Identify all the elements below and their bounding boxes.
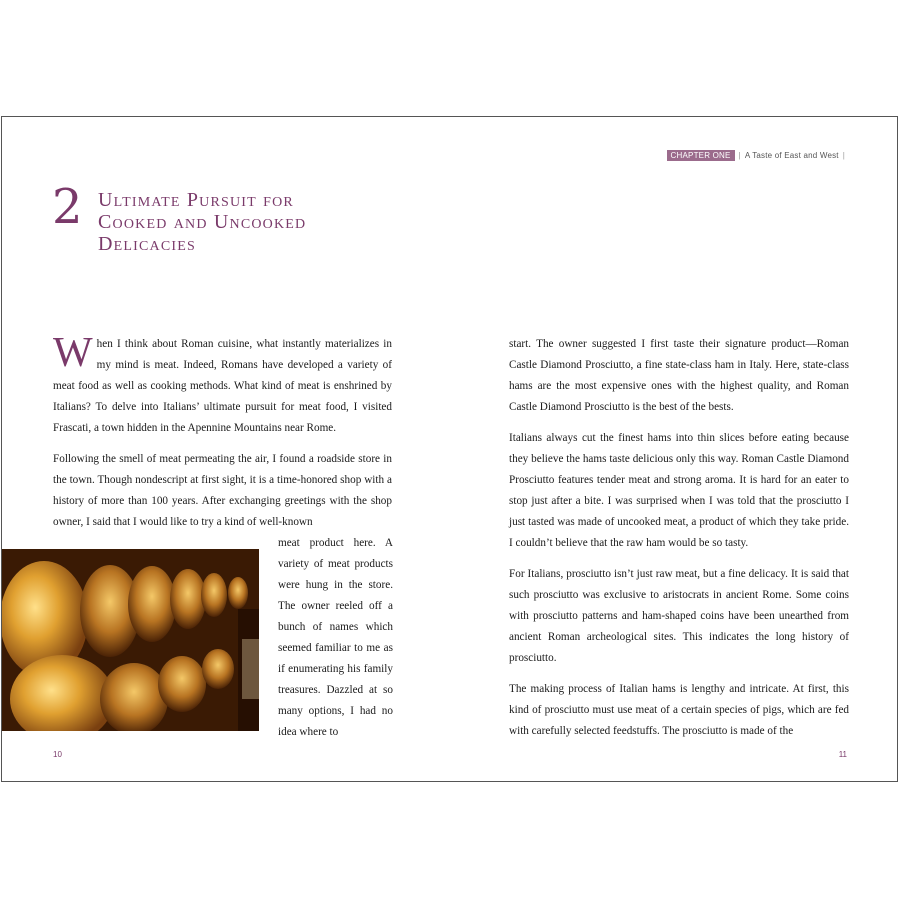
left-page-text xyxy=(53,330,392,543)
left-paragraph-2: Following the smell of meat permeating the air, I found a roadside store in the town. Though nondescript at first sight, it is a time-honored shop with a history of more than 100 years. After exchanging greetings with the shop owner, I said that I would like to try a kind of well-known xyxy=(53,453,392,528)
chapter-title xyxy=(98,189,398,255)
left-paragraph-2-wrap: meat product here. A variety of meat products were hung in the store. The owner reeled off a bunch of names which seemed familiar to me as if enumerating his family treasures. Dazzled at so many options, I had no idea where to xyxy=(278,537,393,738)
chapter-number: 2 xyxy=(52,179,83,235)
drop-cap: W xyxy=(53,330,93,376)
right-page-text xyxy=(509,334,849,752)
right-paragraph-3: For Italians, prosciutto isn’t just raw meat, but a fine delicacy. It is said that such prosciutto was exclusive to aristocrats in ancient Rome. Some coins with prosciutto patterns and ham-shaped coins have been unearthed from ancient Roman archeological sites. This indicates the long history of prosciutto. xyxy=(509,568,849,664)
right-paragraph-1: start. The owner suggested I first taste their signature product—Roman Castle Diamond Prosciutto, a fine state-class ham in Italy. Here, state-class hams are the most expensive ones with the highest quality, and Roman Castle Diamond Prosciutto is the best of the bests. xyxy=(509,338,849,413)
running-header xyxy=(667,150,845,161)
chapter-badge: CHAPTER ONE xyxy=(667,150,735,161)
left-paragraph-1-text: hen I think about Roman cuisine, what instantly materializes in my mind is meat. Indeed, Romans have developed a variety of meat food as well as cooking methods. What kind of meat is enshrined by Italians? To delve into Italians’ ultimate pursuit for meat food, I visited Frascati, a town hidden in the Apennine Mountains near Rome. xyxy=(53,338,392,434)
ham-photo-illustration xyxy=(2,549,259,731)
chapter-title-line3: Delicacies xyxy=(98,233,196,255)
chapter-name: A Taste of East and West xyxy=(744,151,839,160)
ham-photo xyxy=(2,549,259,731)
book-spread xyxy=(1,116,898,782)
chapter-title-line1: Ultimate Pursuit for xyxy=(98,189,294,211)
page-number-right: 11 xyxy=(838,750,847,759)
chapter-title-line2: Cooked and Uncooked xyxy=(98,211,307,233)
page-number-left: 10 xyxy=(53,750,62,759)
right-paragraph-4: The making process of Italian hams is lengthy and intricate. At first, this kind of prosciutto must use meat of a certain species of pigs, which are fed with carefully selected feedstuffs. The prosciutto is made of the xyxy=(509,683,849,737)
left-paragraph-1 xyxy=(53,330,392,439)
header-separator: | xyxy=(738,151,741,160)
header-separator-end: | xyxy=(842,151,845,160)
right-paragraph-2: Italians always cut the finest hams into thin slices before eating because they believe the hams taste delicious only this way. Roman Castle Diamond Prosciutto features tender meat and strong aroma. It is hard for an eater to stop just after a bite. I was surprised when I was told that the prosciutto I just tasted was made of uncooked meat, a product of which they take pride. I couldn’t believe that the raw ham would be so tasty. xyxy=(509,432,849,549)
